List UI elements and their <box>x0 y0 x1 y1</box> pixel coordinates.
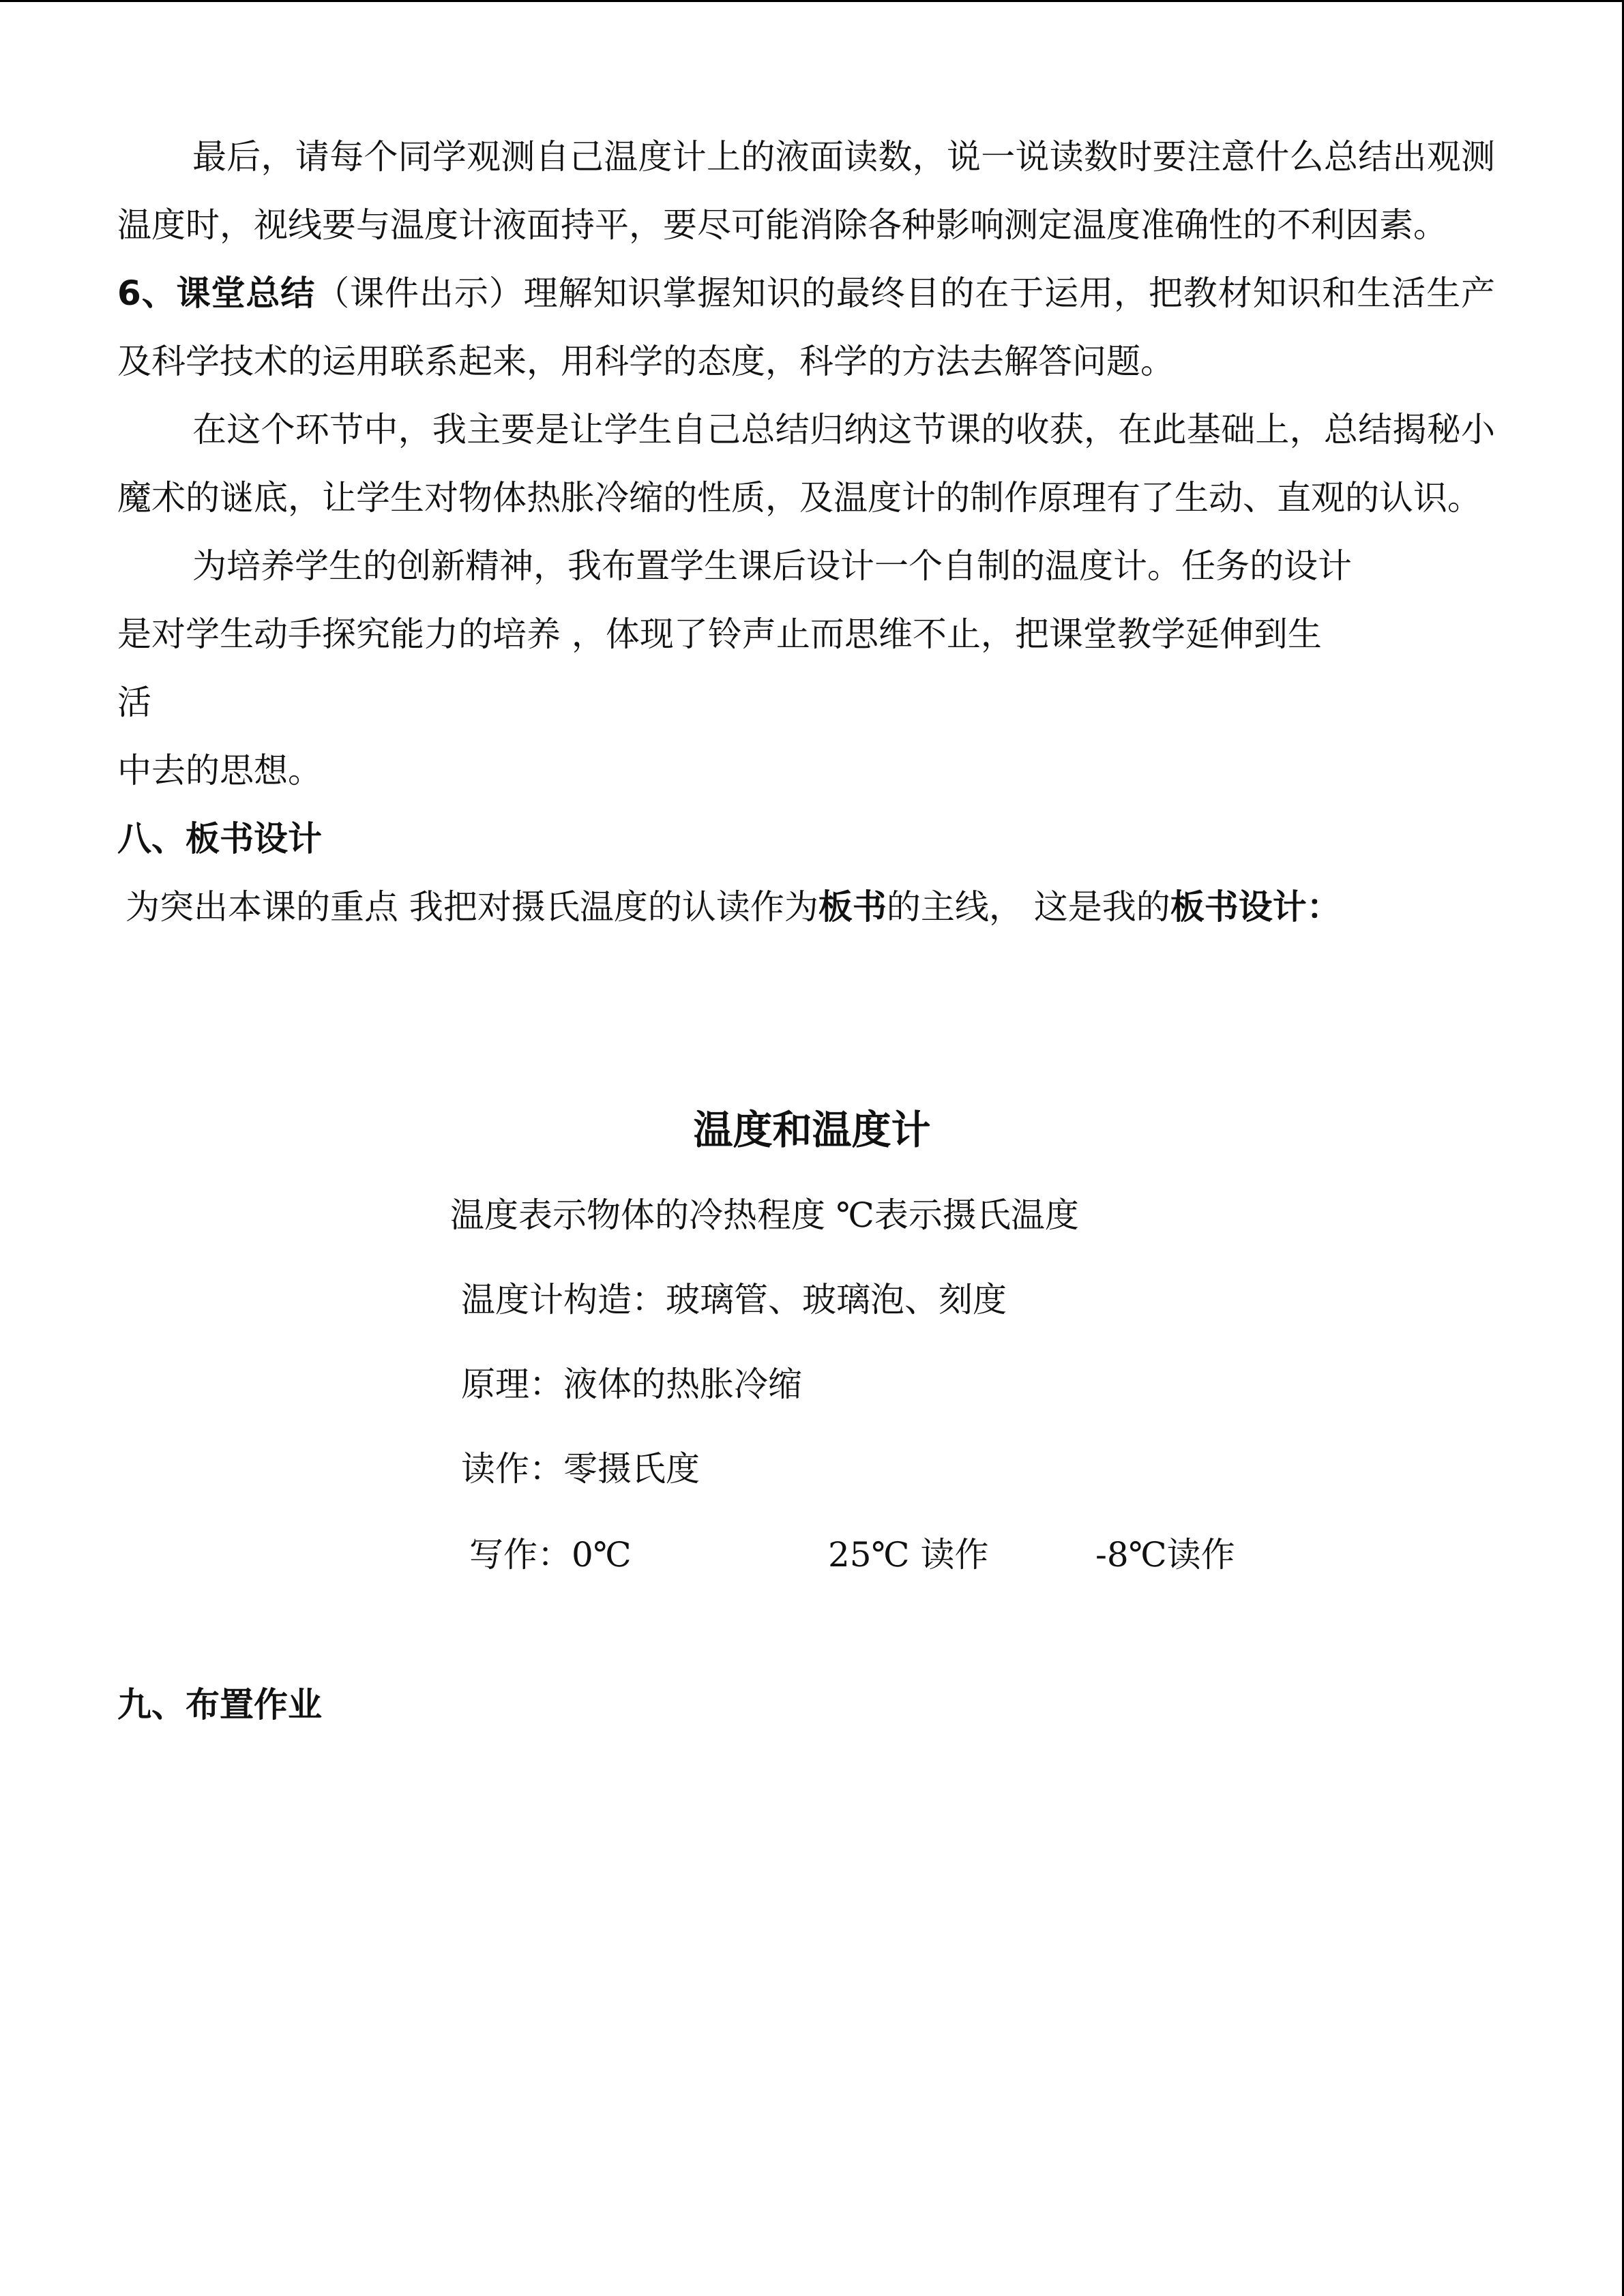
board-line-structure: 温度计构造：玻璃管、玻璃泡、刻度 <box>461 1280 1007 1320</box>
paragraph-homework-design-line3: 活 <box>117 683 151 722</box>
board-intro-text-2: 的主线， 这是我的 <box>886 887 1170 927</box>
board-intro-bold-1: 板书 <box>818 887 887 927</box>
paragraph-observe-reading: 最后，请每个同学观测自己温度计上的液面读数，说一说读数时要注意什么总结出观测温度时，视线要与温度计液面持平，要尽可能消除各种影响测定温度准确性的不利因素。 <box>117 137 1495 245</box>
section-8-heading: 八、板书设计 <box>117 819 322 859</box>
paragraph-summary-reveal: 在这个环节中，我主要是让学生自己总结归纳这节课的收获，在此基础上，总结揭秘小魔术的谜底，让学生对物体热胀冷缩的性质，及温度计的制作原理有了生动、直观的认识。 <box>117 410 1495 518</box>
paragraph-class-summary <box>117 259 1495 396</box>
board-line-principle: 原理：液体的热胀冷缩 <box>461 1365 802 1404</box>
class-summary-text: （课件出示）理解知识掌握知识的最终目的在于运用，把教材知识和生活生产及科学技术的运用联系起来，用科学的态度，科学的方法去解答问题。 <box>117 273 1496 381</box>
board-intro-text-1: 为突出本课的重点 我把对摄氏温度的认读作为 <box>126 887 818 927</box>
paragraph-homework-design-line4: 中去的思想。 <box>117 751 322 790</box>
document-body <box>117 123 1495 941</box>
paragraph-homework-design-line2: 是对学生动手探究能力的培养 ，体现了铃声止而思维不止，把课堂教学延伸到生 <box>117 614 1322 654</box>
paragraph-homework-design-line1: 为培养学生的创新精神，我布置学生课后设计一个自制的温度计。任务的设计 <box>192 546 1352 586</box>
board-line-writing-minus8: -8℃读作 <box>1095 1535 1235 1575</box>
board-design-intro <box>117 873 1495 941</box>
board-line-reading: 读作：零摄氏度 <box>461 1449 700 1489</box>
board-line-writing-zero: 写作：0℃ <box>469 1535 632 1575</box>
section-9-heading: 九、布置作业 <box>117 1685 322 1725</box>
board-line-writing-25: 25℃ 读作 <box>828 1535 989 1575</box>
board-title: 温度和温度计 <box>693 1107 931 1153</box>
class-summary-label: 6、课堂总结 <box>117 273 316 313</box>
board-intro-bold-2: 板书设计： <box>1170 887 1341 927</box>
board-line-definition: 温度表示物体的冷热程度 ℃表示摄氏温度 <box>450 1195 1079 1235</box>
